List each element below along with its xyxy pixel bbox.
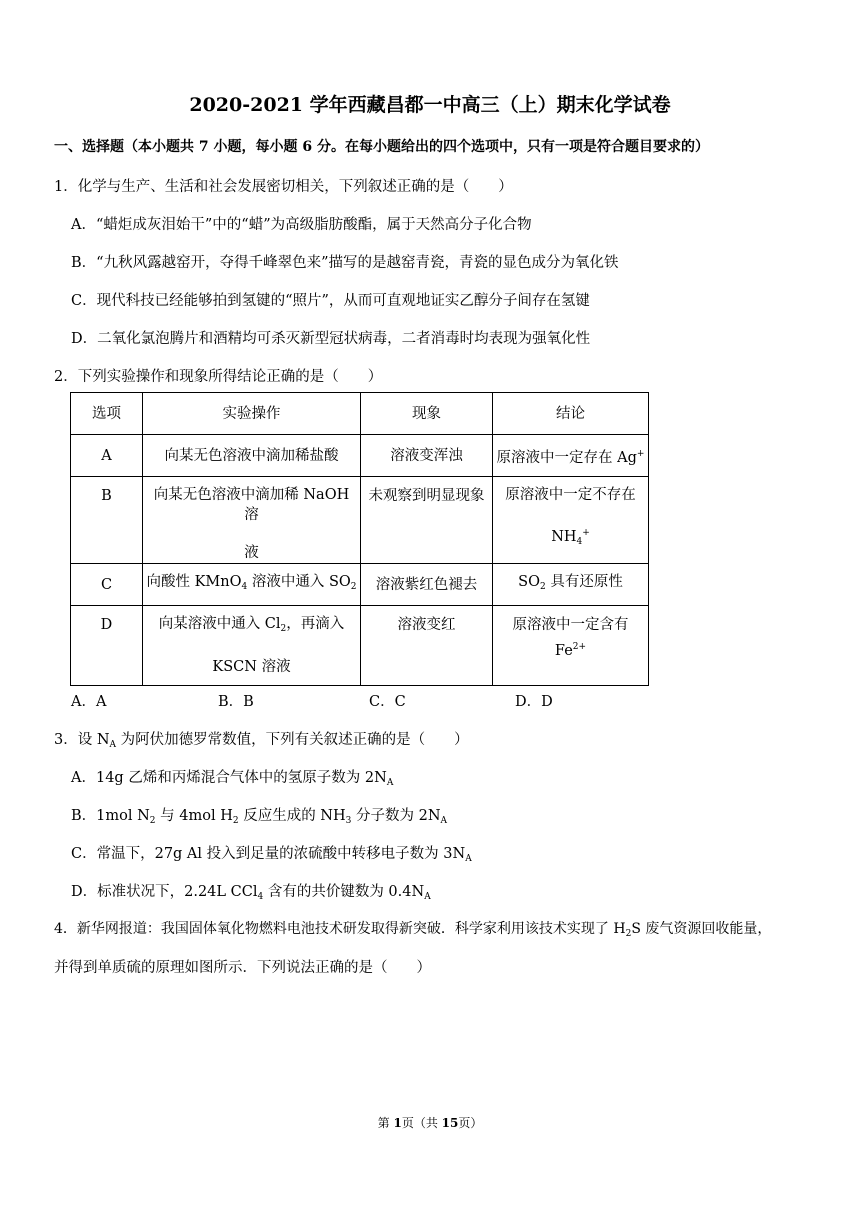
row-d-op-a: 向某溶液中通入 Cl [158, 616, 281, 632]
q3-b-s1: 2 [149, 816, 156, 826]
question-1-option-d: D．二氧化氯泡腾片和酒精均可杀灭新型冠状病毒，二者消毒时均表现为强氧化性 [71, 331, 591, 347]
row-b-operation [143, 477, 361, 564]
row-b-operation-line1: 向某无色溶液中滴加稀 NaOH 溶 [153, 487, 350, 523]
row-c-concl-a: SO [518, 574, 540, 590]
q3-b-4: 分子数为 2N [351, 808, 441, 824]
row-b-phenomenon: 未观察到明显现象 [361, 477, 493, 564]
row-b-operation-line2: 液 [244, 545, 259, 561]
q3-d-s2: A [424, 892, 431, 902]
question-3-option-b [71, 804, 447, 826]
section-heading: 一、选择题（本小题共 7 小题，每小题 6 分。在每小题给出的四个选项中，只有一项是符合题目要求的） [54, 139, 709, 155]
question-2-choice-d: D．D [515, 694, 553, 710]
question-3-stem [54, 728, 469, 750]
table-row [71, 606, 649, 686]
q3-b-s4: A [440, 816, 448, 826]
q4-l1-sub: 2 [625, 929, 632, 939]
q3-a-text: A．14g 乙烯和丙烯混合气体中的氢原子数为 2N [71, 770, 387, 786]
row-a-operation: 向某无色溶液中滴加稀盐酸 [143, 435, 361, 477]
question-1-option-a: A．“蜡炬成灰泪始干”中的“蜡”为高级脂肪酸酯，属于天然高分子化合物 [71, 217, 532, 233]
question-1-stem: 1．化学与生产、生活和社会发展密切相关，下列叙述正确的是（ ） [54, 179, 513, 195]
row-d-option: D [71, 606, 143, 686]
question-2-choice-b: B．B [218, 694, 254, 710]
footer-total-pages: 15 [441, 1116, 459, 1130]
row-b-conclusion [493, 477, 649, 564]
row-c-op-sub1: 4 [241, 582, 248, 592]
question-4-stem-line1 [54, 918, 771, 939]
q3-c-sub: A [465, 854, 472, 864]
q3-d-s1: 4 [257, 892, 264, 902]
experiment-table [70, 392, 649, 686]
table-row [71, 477, 649, 564]
row-b-conclusion-sup: + [582, 528, 590, 538]
row-c-option: C [71, 564, 143, 606]
q3-d-1: D．标准状况下，2.24L CCl [71, 884, 258, 900]
row-a-phenomenon: 溶液变浑浊 [361, 435, 493, 477]
row-c-phenomenon: 溶液紫红色褪去 [361, 564, 493, 606]
row-a-option: A [71, 435, 143, 477]
row-d-operation-line2: KSCN 溶液 [212, 659, 291, 675]
row-d-op-b: ，再滴入 [286, 616, 345, 632]
q3-stem-a: 3．设 N [54, 732, 110, 748]
q4-l1-b: S 废气资源回收能量， [631, 921, 772, 937]
question-2-choice-c: C．C [369, 694, 406, 710]
row-c-op-b: 溶液中通入 SO [247, 574, 351, 590]
row-a-conclusion-sup: + [636, 448, 645, 459]
header-conclusion: 结论 [493, 393, 649, 435]
row-c-concl-sub: 2 [539, 582, 546, 592]
q3-stem-sub: A [109, 740, 117, 750]
question-3-option-a [71, 766, 393, 788]
row-b-conclusion-line2 [496, 523, 645, 552]
footer-page-number: 1 [393, 1116, 402, 1130]
q3-a-sub: A [386, 778, 394, 788]
row-d-operation [143, 606, 361, 686]
question-2-stem: 2．下列实验操作和现象所得结论正确的是（ ） [54, 369, 383, 385]
row-c-op-a: 向酸性 KMnO [146, 574, 242, 590]
header-operation: 实验操作 [143, 393, 361, 435]
row-c-op-sub2: 2 [350, 582, 357, 592]
header-option: 选项 [71, 393, 143, 435]
q3-d-2: 含有的共价键数为 0.4N [263, 884, 425, 900]
row-d-concl-sup: 2+ [572, 642, 587, 652]
footer-mid: 页（共 [401, 1116, 442, 1130]
table-row [71, 435, 649, 477]
q3-b-3: 反应生成的 NH [238, 808, 346, 824]
row-c-operation [143, 564, 361, 606]
footer-pre: 第 [377, 1116, 394, 1130]
exam-title: 2020-2021 学年西藏昌都一中高三（上）期末化学试卷 [189, 94, 671, 116]
header-phenomenon: 现象 [361, 393, 493, 435]
row-a-conclusion [493, 435, 649, 477]
row-d-operation-line1 [146, 614, 357, 639]
q3-b-s2: 2 [232, 816, 239, 826]
row-d-op-sub: 2 [280, 624, 287, 634]
row-b-conclusion-nh: NH [551, 529, 577, 545]
q3-b-1: B．1mol N [71, 808, 150, 824]
row-b-option: B [71, 477, 143, 564]
q3-b-s3: 3 [345, 816, 352, 826]
page-footer [0, 1114, 860, 1131]
question-1-option-b: B．“九秋风露越窑开，夺得千峰翠色来”描写的是越窑青瓷，青瓷的显色成分为氧化铁 [71, 255, 619, 271]
row-d-conclusion [493, 606, 649, 686]
row-b-conclusion-line1: 原溶液中一定不存在 [505, 487, 636, 503]
question-1-option-c: C．现代科技已经能够拍到氢键的“照片”，从而可直观地证实乙醇分子间存在氢键 [71, 293, 590, 309]
q3-c-text: C．常温下，27g Al 投入到足量的浓硫酸中转移电子数为 3N [71, 846, 466, 862]
row-c-concl-b: 具有还原性 [545, 574, 623, 590]
question-3-option-d [71, 880, 431, 902]
row-b-conclusion-sub: 4 [576, 537, 583, 547]
table-row [71, 564, 649, 606]
question-2-choice-a: A．A [71, 694, 107, 710]
table-header-row [71, 393, 649, 435]
row-a-conclusion-text: 原溶液中一定存在 Ag [496, 449, 637, 466]
question-3-option-c [71, 842, 472, 864]
row-c-conclusion [493, 564, 649, 606]
row-d-phenomenon: 溶液变红 [361, 606, 493, 686]
question-4-stem-line2: 并得到单质硫的原理如图所示．下列说法正确的是（ ） [54, 960, 431, 976]
q3-stem-b: 为阿伏加德罗常数值，下列有关叙述正确的是（ ） [116, 732, 469, 748]
row-d-concl-text: 原溶液中一定含有 Fe [512, 617, 629, 659]
q3-b-2: 与 4mol H [155, 808, 233, 824]
q4-l1-a: 4．新华网报道：我国固体氧化物燃料电池技术研发取得新突破．科学家利用该技术实现了 H [54, 921, 626, 937]
footer-post: 页） [458, 1116, 483, 1130]
